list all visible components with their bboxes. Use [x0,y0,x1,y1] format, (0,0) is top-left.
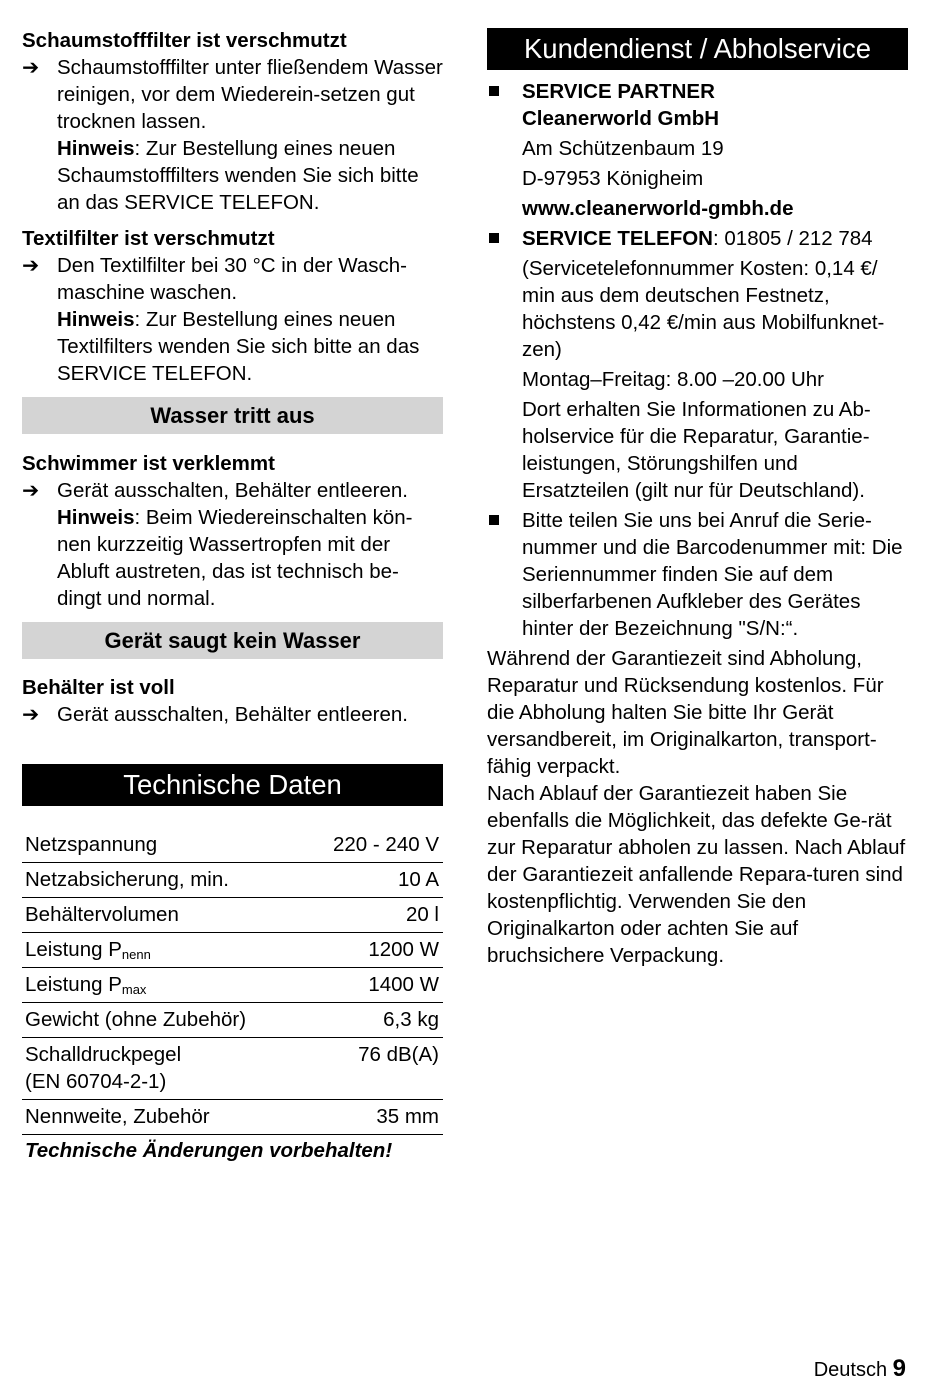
tech-label [22,828,304,863]
page-footer [814,1355,906,1384]
service-partner-city: D-97953 Königheim [522,167,704,190]
hint-text: : Zur Bestellung eines neuen Schaumstofffilters wenden Sie sich bitte an das SERVICE TELEFON. [57,137,419,214]
instruction-text: Den Textilfilter bei 30 °C in der Wasch-maschine waschen. [57,254,408,304]
tech-value: 35 mm [304,1100,444,1135]
service-phone-costs: (Servicetelefonnummer Kosten: 0,14 €/ min aus dem deutschen Festnetz, höchstens 0,42 €/min aus Mobilfunknet-zen) [522,257,885,361]
tech-label-text: Netzabsicherung, min. [25,868,229,891]
instruction-tank-full [22,701,443,728]
heading-water-leak: Wasser tritt aus [22,397,443,434]
tech-value: 20 l [304,898,444,933]
hint-text: : Zur Bestellung eines neuen Textilfilters wenden Sie sich bitte an das SERVICE TELEFON. [57,308,420,385]
section-title-tank-full: Behälter ist voll [22,676,175,699]
tech-row [22,1100,443,1135]
arrow-right-icon: ➔ [22,56,40,79]
arrow-right-icon: ➔ [22,479,40,502]
hint-label: Hinweis [57,308,135,331]
arrow-right-icon: ➔ [22,254,40,277]
service-phone-block [487,225,908,504]
hint-textile-filter [22,306,443,387]
tech-value: 76 dB(A) [304,1038,444,1100]
hint-label: Hinweis [57,137,135,160]
section-title-float-stuck: Schwimmer ist verklemmt [22,452,275,475]
footer-language: Deutsch [813,1359,888,1381]
square-bullet-icon [489,233,499,243]
tech-label-line2: (EN 60704-2-1) [25,1070,167,1093]
service-partner-block [487,78,908,222]
tech-label-text: Leistung P [25,973,122,996]
hint-float-stuck [22,504,443,612]
tech-label [22,968,304,1003]
left-column [22,27,443,1164]
service-partner-label: SERVICE PARTNER [522,80,715,103]
heading-customer-service: Kundendienst / Abholservice [487,28,908,70]
tech-label-subscript: nenn [121,947,151,962]
tech-row [22,828,443,863]
service-hours: Montag–Freitag: 8.00 –20.00 Uhr [522,368,824,391]
tech-label [22,933,304,968]
heading-technical-data: Technische Daten [22,764,443,806]
hint-label: Hinweis [57,506,135,529]
instruction-foam-filter [22,54,443,135]
tech-row [22,933,443,968]
tech-row [22,898,443,933]
tech-row [22,1038,443,1100]
hint-foam-filter [22,135,443,216]
tech-value: 10 A [304,863,444,898]
instruction-float-stuck [22,477,443,504]
tech-value: 1200 W [304,933,444,968]
square-bullet-icon [489,515,499,525]
tech-row [22,968,443,1003]
heading-no-suction: Gerät saugt kein Wasser [22,622,443,659]
right-column [487,28,908,969]
technical-changes-note: Technische Änderungen vorbehalten! [25,1139,393,1162]
tech-label [22,898,304,933]
instruction-text: Gerät ausschalten, Behälter entleeren. [57,479,408,502]
tech-label [22,863,304,898]
arrow-right-icon: ➔ [22,703,40,726]
tech-label [22,1003,304,1038]
section-title-textile-filter: Textilfilter ist verschmutzt [22,227,275,250]
technical-data-table [22,828,443,1135]
tech-value: 220 - 240 V [333,833,439,856]
tech-label-subscript: max [121,982,147,997]
tech-label [22,1038,304,1100]
instruction-text: Gerät ausschalten, Behälter entleeren. [57,703,408,726]
tech-value: 1400 W [304,968,444,1003]
tech-label [22,1100,304,1135]
tech-label-text: Netzspannung [25,833,158,856]
tech-row [22,863,443,898]
page-number: 9 [892,1355,906,1382]
instruction-text: Schaumstofffilter unter fließendem Wasser reinigen, vor dem Wiederein-setzen gut trocknen lassen. [57,56,443,133]
service-info: Dort erhalten Sie Informationen zu Ab-holservice für die Reparatur, Garantie-leistungen, Störungshilfen und Ersatzteilen (gilt nur für Deutschland). [522,398,871,502]
service-phone-number: : 01805 / 212 784 [713,227,873,250]
service-phone-label: SERVICE TELEFON [522,227,713,250]
instruction-textile-filter [22,252,443,306]
serial-number-note: Bitte teilen Sie uns bei Anruf die Serie-nummer und die Barcodenummer mit: Die Seriennummer finden Sie auf dem silberfarbenen Aufkleber des Gerätes hinter der Bezeichnung "S/N:“. [522,509,903,640]
service-phone-line [522,225,908,252]
service-partner-website: www.cleanerworld-gmbh.de [522,197,794,220]
tech-label-text: Leistung P [25,938,122,961]
tech-label-text: Behältervolumen [25,903,179,926]
hint-text: : Beim Wiedereinschalten kön-nen kurzzeitig Wassertropfen mit der Abluft austreten, das ist technisch be-dingt und normal. [57,506,413,610]
section-title-foam-filter: Schaumstofffilter ist verschmutzt [22,29,347,52]
serial-number-block [487,507,908,642]
tech-value: 6,3 kg [304,1003,444,1038]
warranty-paragraph: Während der Garantiezeit sind Abholung, Reparatur und Rücksendung kostenlos. Für die Abholung halten Sie bitte Ihr Gerät versandbereit, im Originalkarton, transport-fähig verpackt. [487,647,884,778]
post-warranty-paragraph: Nach Ablauf der Garantiezeit haben Sie ebenfalls die Möglichkeit, das defekte Ge-rät zur Reparatur abholen zu lassen. Nach Ablauf der Garantiezeit anfallende Repara-turen sind kostenpflichtig. Verwenden Sie den Originalkarton oder achten Sie auf bruchsichere Verpackung. [487,782,906,967]
service-partner-name: Cleanerworld GmbH [522,107,720,130]
tech-label-text: Nennweite, Zubehör [25,1105,210,1128]
tech-label-text: Gewicht (ohne Zubehör) [25,1008,247,1031]
tech-label-text: Schalldruckpegel [25,1043,182,1066]
service-partner-street: Am Schützenbaum 19 [522,137,724,160]
square-bullet-icon [489,86,499,96]
tech-row [22,1003,443,1038]
